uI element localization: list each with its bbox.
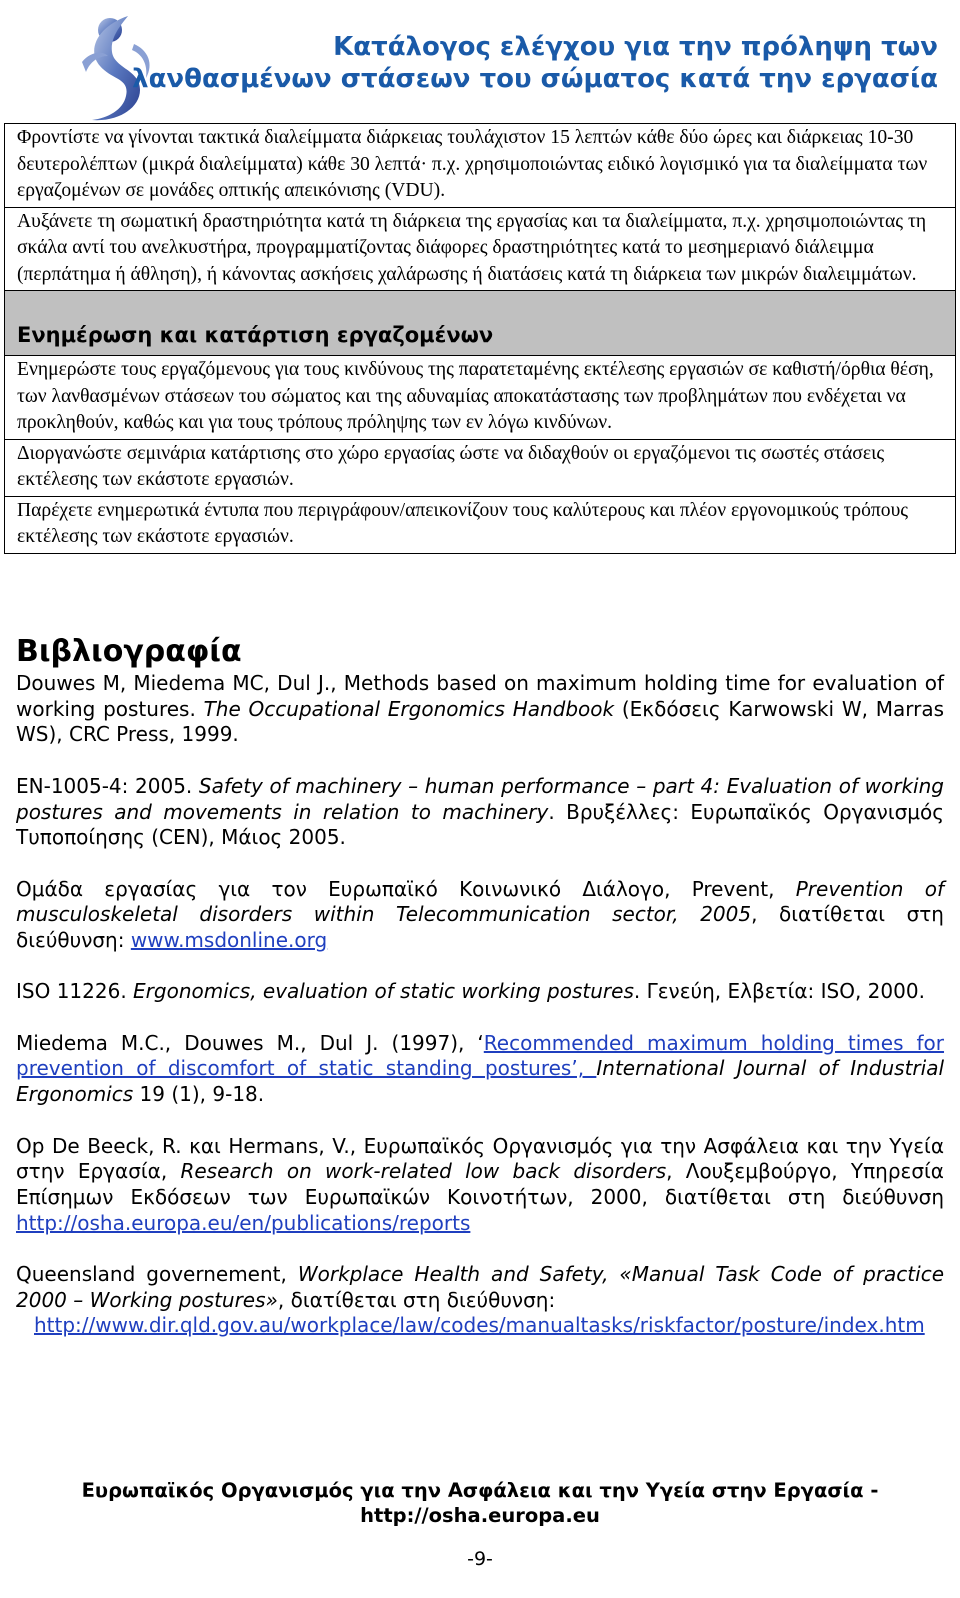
document-title <box>132 31 938 95</box>
section-heading <box>5 291 955 355</box>
ref-italic: The Occupational Ergonomics Handbook <box>203 696 615 721</box>
page-header <box>0 0 960 122</box>
checklist-table <box>4 123 956 554</box>
qld-posture-link[interactable]: http://www.dir.qld.gov.au/workplace/law/codes/manualtasks/riskfactor/posture/index.htm <box>34 1313 925 1338</box>
ref-text: , διατίθεται στη διεύθυνση: <box>277 1287 556 1312</box>
ref-text: . Βρυξέλλες: Ευρωπαϊκός Οργανισμός Τυποποίησης (CEN), Μάιος 2005. <box>16 799 944 850</box>
document-title-line2: λανθασμένων στάσεων του σώματος κατά την εργασία <box>132 64 938 94</box>
ref-text: Queensland governement, <box>16 1262 298 1287</box>
ref-text: , διατίθεται στη διεύθυνση: <box>16 902 944 952</box>
checklist-row: Αυξάνετε τη σωματική δραστηριότητα κατά τη διάρκεια της εργασίας και τα διαλείμματα, π.χ. χρησιμοποιώντας τη σκάλα αντί του ανελκυστήρα, προγραμματίζοντας διάφορες δραστηριότητες κατά το μεσημεριανό διάλειμμα (περπάτημα ή άθληση), ή κάνοντας ασκήσεις χαλάρωσης ή διατάσεις κατά τη διάρκεια των μικρών διαλειμμάτων. <box>5 207 956 291</box>
reference-item <box>16 1031 944 1108</box>
ref-text: 19 (1), 9-18. <box>133 1082 265 1107</box>
ref-text: , Λουξεμβούργο, Υπηρεσία Επίσημων Εκδόσεων των Ευρωπαϊκών Κοινοτήτων, 2000, διατίθεται στη διεύθυνση <box>16 1159 944 1209</box>
reference-item <box>16 671 944 748</box>
ref-italic: Ergonomics, evaluation of static working postures <box>133 979 634 1004</box>
ref-text: Miedema M.C., Douwes M., Dul J. (1997), ‘ <box>16 1030 484 1055</box>
checklist-row: Φροντίστε να γίνονται τακτικά διαλείμματα διάρκειας τουλάχιστον 15 λεπτών κάθε δύο ώρες και διάρκειας 10-30 δευτερολέπτων (μικρά διαλείμματα) κάθε 30 λεπτά· π.χ. χρησιμοποιώντας ειδικό λογισμικό για τα διαλείμματα των εργαζομένων σε μονάδες οπτικής απεικόνισης (VDU). <box>5 124 956 208</box>
ref-text: (Εκδόσεις Karwowski W, Marras WS), CRC Press, 1999. <box>16 696 944 747</box>
ref-text: Ομάδα εργασίας για τον Ευρωπαϊκό Κοινωνικό Διάλογο, Prevent, <box>16 876 796 901</box>
ref-text: Douwes M, Miedema MC, Dul J., Methods based on maximum holding time for evaluation of working postures. <box>16 671 944 721</box>
holding-times-link[interactable]: Recommended maximum holding times for prevention of discomfort of static standing postures’, <box>16 1030 945 1081</box>
checklist-row: Ενημερώστε τους εργαζόμενους για τους κινδύνους της παρατεταμένης εκτέλεσης εργασιών σε καθιστή/όρθια θέση, των λανθασμένων στάσεων του σώματος και της αδυναμίας αποκατάστασης των προβλημάτων που ενδέχεται να προκληθούν, καθώς και για τους τρόπους πρόληψης των εν λόγω κινδύνων. <box>5 356 956 440</box>
ref-text: . Γενεύη, Ελβετία: ISO, 2000. <box>633 979 925 1004</box>
checklist-row: Διοργανώστε σεμινάρια κατάρτισης στο χώρο εργασίας ώστε να διδαχθούν οι εργαζόμενοι τις σωστές στάσεις εκτέλεσης των εκάστοτε εργασιών. <box>5 439 956 496</box>
checklist-row: Παρέχετε ενημερωτικά έντυπα που περιγράφουν/απεικονίζουν τους καλύτερους και πλέον εργονομικούς τρόπους εκτέλεσης των εκάστοτε εργασιών. <box>5 496 956 553</box>
ref-italic: Workplace Health and Safety, «Manual Task Code of practice 2000 – Working postures» <box>16 1262 944 1312</box>
footer-org: Ευρωπαϊκός Οργανισμός για την Ασφάλεια και την Υγεία στην Εργασία - <box>81 1479 879 1502</box>
bibliography-list <box>16 671 944 1339</box>
reference-item <box>16 1134 944 1237</box>
ref-italic: Research on work-related low back disorders <box>180 1159 667 1184</box>
reference-item <box>16 1262 944 1339</box>
ref-italic: International Journal of Industrial Ergonomics <box>16 1056 945 1107</box>
footer-url: http://osha.europa.eu <box>360 1504 600 1527</box>
osha-reports-link[interactable]: http://osha.europa.eu/en/publications/reports <box>16 1210 471 1235</box>
msdonline-link[interactable]: www.msdonline.org <box>130 928 328 952</box>
ref-italic: Prevention of musculoskeletal disorders within Telecommunication sector, 2005 <box>16 876 944 927</box>
reference-item <box>16 877 944 954</box>
section-heading-text: Ενημέρωση και κατάρτιση εργαζομένων <box>17 323 494 347</box>
ref-text: ISO 11226. <box>16 979 134 1004</box>
reference-item <box>16 774 944 851</box>
bibliography-title: Βιβλιογραφία <box>16 634 242 669</box>
page-number: -9- <box>467 1548 493 1570</box>
page-footer <box>0 1478 960 1528</box>
reference-item <box>16 979 944 1005</box>
ref-italic: Safety of machinery – human performance – part 4: Evaluation of working postures and movements in relation to machinery <box>16 773 944 824</box>
document-title-line1: Κατάλογος ελέγχου για την πρόληψη των <box>333 32 938 62</box>
ref-text: Op De Beeck, R. και Hermans, V., Ευρωπαϊκός Οργανισμός για την Ασφάλεια και την Υγεία στην Εργασία, <box>16 1133 944 1184</box>
ref-text: EN-1005-4: 2005. <box>16 773 199 798</box>
